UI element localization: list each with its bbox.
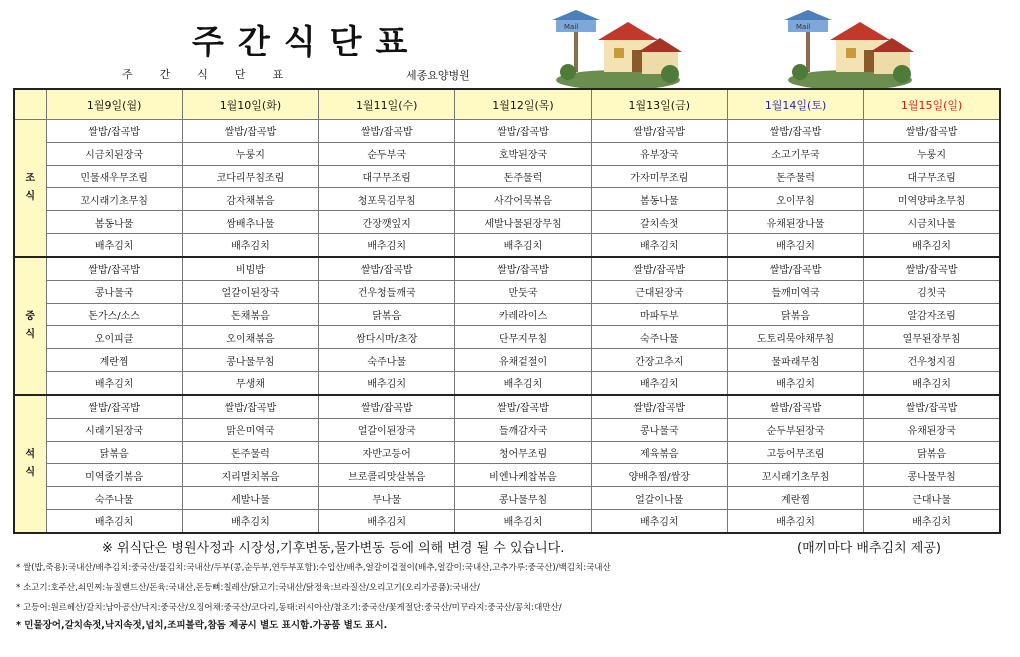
menu-cell: 숙주나물 [46, 487, 182, 510]
origin-note-fish: * 고등어:원르헤산/갈치:남아공산/낙지:중국산/오징어채:중국산/코다리,동태:러시아산/참조기:중국산/꽃게절단:중국산/미꾸라지:중국산/꽁치:대만산/ [16, 603, 562, 613]
menu-cell: 닭볶음 [319, 303, 455, 326]
day-header-row [14, 89, 1000, 120]
corner-cell [14, 89, 46, 120]
menu-cell: 쌀밥/잡곡밥 [864, 257, 1000, 280]
day-header: 1월10일(화) [182, 89, 318, 120]
change-notice: ※ 위식단은 병원사정과 시장성,기후변동,물가변동 등에 의해 변경 될 수 있습니다. [102, 541, 565, 556]
menu-cell: 배추김치 [591, 372, 727, 395]
menu-cell: 배추김치 [455, 509, 591, 533]
kimchi-note: (매끼마다 배추김치 제공) [797, 541, 941, 556]
menu-cell: 감자채볶음 [182, 188, 318, 211]
page-subtitle: 주간식단표 [122, 68, 311, 81]
menu-cell: 쌀밥/잡곡밥 [455, 257, 591, 280]
menu-cell: 소고기무국 [727, 142, 863, 165]
menu-cell: 배추김치 [864, 509, 1000, 533]
day-header: 1월11일(수) [319, 89, 455, 120]
menu-cell: 배추김치 [591, 509, 727, 533]
menu-cell: 닭볶음 [864, 441, 1000, 464]
menu-cell: 배추김치 [864, 372, 1000, 395]
menu-cell: 건우청지짐 [864, 349, 1000, 372]
menu-cell: 순두부국 [319, 142, 455, 165]
menu-cell: 돈주물럭 [727, 165, 863, 188]
menu-row [14, 280, 1000, 303]
day-header-saturday: 1월14일(토) [727, 89, 863, 120]
menu-cell: 누룽지 [864, 142, 1000, 165]
menu-cell: 배추김치 [319, 509, 455, 533]
menu-cell: 꼬시래기초무침 [46, 188, 182, 211]
menu-row [14, 509, 1000, 533]
menu-cell: 쌈배추나물 [182, 211, 318, 234]
menu-row [14, 165, 1000, 188]
origin-note-grain: * 쌀(밥,죽용):국내산/배추김치:중국산/물김치:국내산/두부(콩,순두부,연두부포함):수입산/배추,얼갈이겉절이(배추,얼갈이:국내산,고추가루:중국산)/백김치:국내산 [16, 563, 611, 573]
menu-cell: 건우청들깨국 [319, 280, 455, 303]
menu-cell: 미역줄기볶음 [46, 464, 182, 487]
menu-cell: 오이무침 [727, 188, 863, 211]
menu-cell: 배추김치 [319, 234, 455, 257]
menu-cell: 쌀밥/잡곡밥 [864, 120, 1000, 143]
menu-cell: 배추김치 [864, 234, 1000, 257]
menu-row [14, 395, 1000, 418]
house-mailbox-illustration [780, 10, 920, 90]
menu-cell: 알감자조림 [864, 303, 1000, 326]
menu-cell: 계란찜 [46, 349, 182, 372]
weekly-menu-table [13, 88, 1001, 534]
menu-cell: 마파두부 [591, 303, 727, 326]
menu-cell: 숙주나물 [591, 326, 727, 349]
day-header: 1월9일(월) [46, 89, 182, 120]
menu-cell: 쌀밥/잡곡밥 [727, 120, 863, 143]
menu-cell: 유채된장국 [864, 418, 1000, 441]
menu-cell: 카레라이스 [455, 303, 591, 326]
menu-cell: 비엔나케찹볶음 [455, 464, 591, 487]
day-header: 1월13일(금) [591, 89, 727, 120]
menu-row [14, 441, 1000, 464]
menu-row [14, 326, 1000, 349]
day-header: 1월12일(목) [455, 89, 591, 120]
menu-row [14, 142, 1000, 165]
menu-cell: 무나물 [319, 487, 455, 510]
menu-cell: 가자미무조림 [591, 165, 727, 188]
menu-cell: 배추김치 [727, 372, 863, 395]
menu-body [14, 120, 1000, 534]
menu-cell: 청포묵김무침 [319, 188, 455, 211]
meal-label: 중 식 [14, 257, 46, 395]
menu-cell: 쌀밥/잡곡밥 [591, 395, 727, 418]
menu-cell: 쌀밥/잡곡밥 [319, 257, 455, 280]
menu-cell: 배추김치 [182, 234, 318, 257]
menu-cell: 물파래무침 [727, 349, 863, 372]
menu-cell: 봄동나물 [591, 188, 727, 211]
menu-cell: 쌀밥/잡곡밥 [46, 120, 182, 143]
menu-cell: 계란찜 [727, 487, 863, 510]
menu-cell: 닭볶음 [727, 303, 863, 326]
menu-cell: 미역양파초무침 [864, 188, 1000, 211]
menu-row [14, 303, 1000, 326]
menu-cell: 얼갈이나물 [591, 487, 727, 510]
menu-cell: 근대된장국 [591, 280, 727, 303]
menu-cell: 자반고등어 [319, 441, 455, 464]
menu-cell: 단무지무침 [455, 326, 591, 349]
menu-cell: 코다리무침조림 [182, 165, 318, 188]
menu-row [14, 257, 1000, 280]
menu-cell: 사각어묵볶음 [455, 188, 591, 211]
menu-row [14, 211, 1000, 234]
menu-cell: 배추김치 [727, 234, 863, 257]
meal-label: 석 식 [14, 395, 46, 533]
menu-cell: 청어무조림 [455, 441, 591, 464]
menu-cell: 양배추찜/쌈장 [591, 464, 727, 487]
menu-cell: 간장깻잎지 [319, 211, 455, 234]
menu-cell: 쌀밥/잡곡밥 [864, 395, 1000, 418]
menu-cell: 갈치속젓 [591, 211, 727, 234]
menu-cell: 대구무조림 [864, 165, 1000, 188]
menu-row [14, 188, 1000, 211]
menu-cell: 돈가스/소스 [46, 303, 182, 326]
menu-cell: 누룽지 [182, 142, 318, 165]
menu-cell: 들깨감자국 [455, 418, 591, 441]
menu-cell: 콩나물무침 [455, 487, 591, 510]
menu-cell: 순두부된장국 [727, 418, 863, 441]
menu-row [14, 234, 1000, 257]
menu-row [14, 372, 1000, 395]
menu-cell: 얼갈이된장국 [182, 280, 318, 303]
menu-cell: 시래기된장국 [46, 418, 182, 441]
page-title: 주간식단표 [192, 22, 422, 61]
menu-cell: 쌀밥/잡곡밥 [455, 395, 591, 418]
menu-cell: 배추김치 [319, 372, 455, 395]
menu-cell: 세발나물된장무침 [455, 211, 591, 234]
menu-row [14, 487, 1000, 510]
menu-cell: 쌀밥/잡곡밥 [46, 395, 182, 418]
menu-cell: 제육볶음 [591, 441, 727, 464]
menu-row [14, 464, 1000, 487]
menu-cell: 유채겉절이 [455, 349, 591, 372]
menu-cell: 배추김치 [46, 234, 182, 257]
menu-cell: 돈주물럭 [182, 441, 318, 464]
menu-cell: 김칫국 [864, 280, 1000, 303]
menu-cell: 쌀밥/잡곡밥 [727, 395, 863, 418]
menu-cell: 쌈다시마/초장 [319, 326, 455, 349]
menu-cell: 콩나물국 [46, 280, 182, 303]
menu-cell: 배추김치 [182, 509, 318, 533]
menu-cell: 얼갈이된장국 [319, 418, 455, 441]
svg-text:Mail: Mail [564, 23, 579, 31]
menu-cell: 콩나물국 [591, 418, 727, 441]
menu-cell: 돈채볶음 [182, 303, 318, 326]
menu-cell: 쌀밥/잡곡밥 [591, 120, 727, 143]
menu-cell: 맑은미역국 [182, 418, 318, 441]
menu-cell: 쌀밥/잡곡밥 [727, 257, 863, 280]
menu-cell: 봄동나물 [46, 211, 182, 234]
menu-cell: 대구무조림 [319, 165, 455, 188]
menu-cell: 비빔밥 [182, 257, 318, 280]
menu-cell: 배추김치 [46, 372, 182, 395]
menu-cell: 만둣국 [455, 280, 591, 303]
menu-cell: 배추김치 [455, 372, 591, 395]
menu-cell: 시금치나물 [864, 211, 1000, 234]
menu-cell: 쌀밥/잡곡밥 [319, 395, 455, 418]
menu-cell: 배추김치 [46, 509, 182, 533]
menu-cell: 유채된장나물 [727, 211, 863, 234]
menu-cell: 오이채볶음 [182, 326, 318, 349]
menu-cell: 닭볶음 [46, 441, 182, 464]
menu-cell: 숙주나물 [319, 349, 455, 372]
menu-cell: 들깨미역국 [727, 280, 863, 303]
menu-cell: 쌀밥/잡곡밥 [182, 395, 318, 418]
origin-note-special: * 민물장어,갈치속젓,낙지속젓,넙치,조피볼락,참돔 제공시 별도 표시함.가공품 별도 표시. [16, 620, 388, 631]
menu-cell: 근대나물 [864, 487, 1000, 510]
svg-text:Mail: Mail [796, 23, 811, 31]
menu-cell: 브로콜리맛살볶음 [319, 464, 455, 487]
hospital-name: 세종요양병원 [406, 69, 470, 82]
menu-cell: 도토리묵야채무침 [727, 326, 863, 349]
menu-cell: 배추김치 [727, 509, 863, 533]
menu-cell: 쌀밥/잡곡밥 [455, 120, 591, 143]
menu-cell: 지리멸치볶음 [182, 464, 318, 487]
menu-cell: 세발나물 [182, 487, 318, 510]
menu-cell: 돈주물럭 [455, 165, 591, 188]
menu-cell: 배추김치 [591, 234, 727, 257]
menu-cell: 배추김치 [455, 234, 591, 257]
menu-row [14, 349, 1000, 372]
menu-cell: 민물새우무조림 [46, 165, 182, 188]
menu-cell: 쌀밥/잡곡밥 [319, 120, 455, 143]
menu-cell: 꼬시래기초무침 [727, 464, 863, 487]
menu-cell: 열무된장무침 [864, 326, 1000, 349]
menu-cell: 콩나물무침 [864, 464, 1000, 487]
menu-cell: 고등어무조림 [727, 441, 863, 464]
menu-cell: 간장고추지 [591, 349, 727, 372]
menu-cell: 쌀밥/잡곡밥 [591, 257, 727, 280]
menu-cell: 유부장국 [591, 142, 727, 165]
menu-cell: 쌀밥/잡곡밥 [182, 120, 318, 143]
day-header-sunday: 1월15일(일) [864, 89, 1000, 120]
meal-label: 조 식 [14, 120, 46, 257]
menu-cell: 무생채 [182, 372, 318, 395]
menu-row [14, 418, 1000, 441]
menu-cell: 쌀밥/잡곡밥 [46, 257, 182, 280]
menu-row [14, 120, 1000, 143]
menu-cell: 오이피클 [46, 326, 182, 349]
menu-cell: 호박된장국 [455, 142, 591, 165]
house-mailbox-illustration [548, 10, 688, 90]
origin-note-meat: * 소고기:호주산,쇠민찌:뉴질랜드산/돈육:국내산,돈등뼈:칠레산/닭고기:국내산/닭정육:브라질산/오리고기(오리가공품):국내산/ [16, 583, 480, 593]
menu-cell: 콩나물무침 [182, 349, 318, 372]
menu-cell: 시금치된장국 [46, 142, 182, 165]
